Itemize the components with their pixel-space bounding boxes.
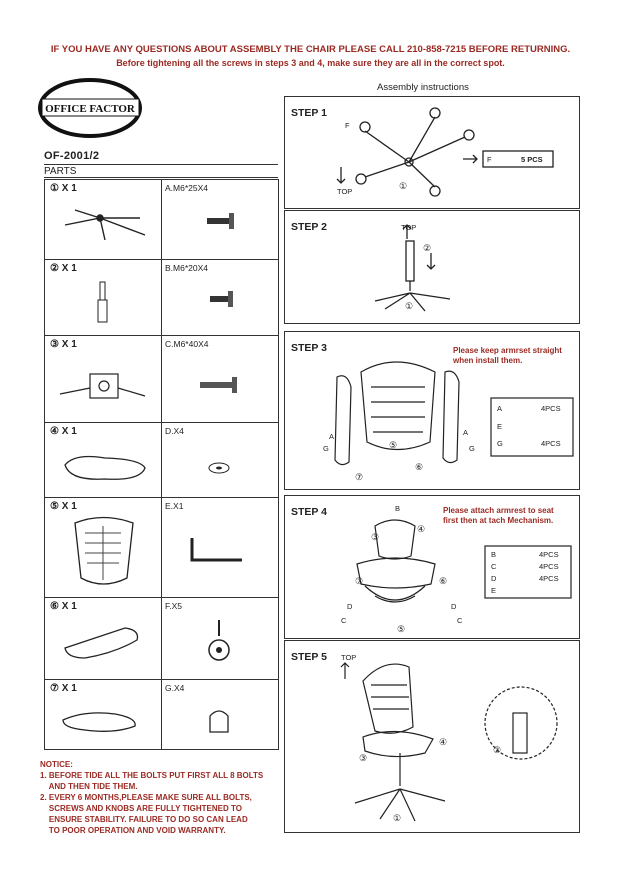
header-instruction: Before tightening all the screws in steps 3 and 4, make sure they are all in the correct spot. bbox=[116, 58, 505, 68]
part-label: ④ X 1 bbox=[50, 426, 77, 437]
legend-qty: 4PCS bbox=[539, 574, 559, 583]
part-label: D.X4 bbox=[165, 426, 184, 436]
parts-table bbox=[44, 179, 279, 750]
assembly-title: Assembly instructions bbox=[377, 82, 469, 93]
side-label: G bbox=[323, 444, 329, 453]
note-line: first then at tach Mechanism. bbox=[443, 516, 554, 525]
marker-1: ① bbox=[393, 813, 402, 823]
side-label: B bbox=[395, 504, 401, 513]
marker-7: ⑦ bbox=[355, 576, 364, 586]
part-cell-mechanism bbox=[45, 336, 162, 423]
part-label: ③ X 1 bbox=[50, 339, 77, 350]
side-label: A bbox=[329, 432, 335, 441]
step-title: STEP 3 bbox=[291, 342, 327, 354]
legend-key: B bbox=[491, 550, 497, 559]
backrest-icon bbox=[45, 498, 162, 598]
label-f: F bbox=[345, 121, 350, 130]
notice-line: AND THEN TIDE THEM. bbox=[40, 782, 138, 791]
part-cell-washer bbox=[162, 423, 279, 498]
note-line: when install them. bbox=[453, 356, 523, 365]
side-label: D bbox=[451, 602, 457, 611]
note-line: Please attach armrest to seat bbox=[443, 506, 554, 515]
armrest-backrest-diagram bbox=[285, 332, 579, 489]
part-label: ① X 1 bbox=[50, 183, 77, 194]
part-cell-bolt-b bbox=[162, 260, 279, 336]
notice-line: ENSURE STABILITY. FAILURE TO DO SO CAN LEAD bbox=[40, 815, 248, 824]
marker-2: ② bbox=[423, 243, 432, 253]
step-title: STEP 4 bbox=[291, 506, 327, 518]
notice-title: NOTICE: bbox=[40, 760, 73, 769]
legend-key: D bbox=[491, 574, 497, 583]
step-3-panel bbox=[284, 331, 580, 490]
side-label: C bbox=[341, 616, 347, 625]
legend-key: A bbox=[497, 404, 503, 413]
allen-key-icon bbox=[162, 498, 279, 598]
legend-key: E bbox=[497, 422, 503, 431]
marker-3: ③ bbox=[359, 753, 368, 763]
step-title: STEP 1 bbox=[291, 107, 327, 119]
legend-qty: 4PCS bbox=[541, 439, 561, 448]
seat-icon bbox=[45, 423, 162, 498]
mechanism-icon bbox=[45, 336, 162, 423]
caster-icon bbox=[162, 598, 279, 680]
header-warning: IF YOU HAVE ANY QUESTIONS ABOUT ASSEMBLY THE CHAIR PLEASE CALL 210-858-7215 BEFORE RETURNING. bbox=[50, 44, 571, 55]
label-top: TOP bbox=[401, 223, 417, 232]
side-label: A bbox=[463, 428, 469, 437]
note-line: Please keep armrset straight bbox=[453, 346, 562, 355]
divider bbox=[44, 177, 278, 178]
marker-5: ⑤ bbox=[389, 440, 398, 450]
step-5-panel bbox=[284, 640, 580, 833]
gas-lift-diagram bbox=[285, 211, 579, 323]
notice-line: 1. BEFORE TIDE ALL THE BOLTS PUT FIRST ALL 8 BOLTS bbox=[40, 771, 264, 780]
part-label: F.X5 bbox=[165, 601, 183, 611]
legend-qty: 4PCS bbox=[539, 562, 559, 571]
bolt-icon bbox=[162, 180, 279, 260]
label-top: TOP bbox=[337, 187, 353, 196]
side-label: D bbox=[347, 602, 353, 611]
bolt-icon bbox=[162, 260, 279, 336]
part-label: ⑤ X 1 bbox=[50, 501, 77, 512]
part-label: E.X1 bbox=[165, 501, 184, 511]
part-label: A.M6*25X4 bbox=[165, 183, 208, 193]
step-title: STEP 2 bbox=[291, 221, 327, 233]
marker-3: ③ bbox=[371, 532, 380, 542]
part-cell-armrest-right bbox=[45, 598, 162, 680]
model-number: OF-2001/2 bbox=[44, 150, 100, 162]
part-cell-caster bbox=[162, 598, 279, 680]
washer-icon bbox=[162, 423, 279, 498]
marker-1: ① bbox=[405, 301, 414, 311]
part-cell-backrest bbox=[45, 498, 162, 598]
step-title: STEP 5 bbox=[291, 651, 327, 663]
step-2-panel bbox=[284, 210, 580, 324]
base-icon bbox=[45, 180, 162, 260]
side-label: C bbox=[457, 616, 463, 625]
base-assembly-diagram bbox=[285, 97, 579, 208]
part-cell-base bbox=[45, 180, 162, 260]
part-cell-allen-key bbox=[162, 498, 279, 598]
part-cell-bolt-c bbox=[162, 336, 279, 423]
notice-line: TO POOR OPERATION AND VOID WARRANTY. bbox=[40, 826, 226, 835]
notice-block bbox=[40, 759, 280, 836]
part-label: ⑥ X 1 bbox=[50, 601, 77, 612]
legend-key: G bbox=[497, 439, 503, 448]
marker-6: ⑥ bbox=[439, 576, 448, 586]
parts-title: PARTS bbox=[44, 166, 77, 177]
notice-line: SCREWS AND KNOBS ARE FULLY TIGHTENED TO bbox=[40, 804, 242, 813]
part-cell-seat bbox=[45, 423, 162, 498]
part-label: G.X4 bbox=[165, 683, 185, 693]
office-factor-logo bbox=[38, 78, 143, 138]
armrest-icon bbox=[45, 598, 162, 680]
gas-lift-icon bbox=[45, 260, 162, 336]
caster-count: 5 PCS bbox=[521, 155, 543, 164]
notice-line: 2. EVERY 6 MONTHS,PLEASE MAKE SURE ALL BOLTS, bbox=[40, 793, 252, 802]
label-f: F bbox=[487, 155, 492, 164]
part-label: B.M6*20X4 bbox=[165, 263, 208, 273]
marker-7: ⑦ bbox=[355, 472, 364, 482]
marker-5: ⑤ bbox=[397, 624, 406, 634]
part-label: C.M6*40X4 bbox=[165, 339, 209, 349]
marker-4: ④ bbox=[417, 524, 426, 534]
divider bbox=[44, 164, 278, 165]
part-cell-bolt-a bbox=[162, 180, 279, 260]
legend-qty: 4PCS bbox=[539, 550, 559, 559]
legend-key: E bbox=[491, 586, 497, 595]
seat-mechanism-diagram bbox=[285, 496, 579, 638]
marker-4: ④ bbox=[439, 737, 448, 747]
step-4-panel bbox=[284, 495, 580, 639]
marker-1: ① bbox=[399, 181, 408, 191]
armrest-icon bbox=[45, 680, 162, 750]
part-label: ② X 1 bbox=[50, 263, 77, 274]
step-1-panel bbox=[284, 96, 580, 209]
label-top: TOP bbox=[341, 653, 357, 662]
marker-6: ⑥ bbox=[415, 462, 424, 472]
legend-key: C bbox=[491, 562, 497, 571]
bolt-icon bbox=[162, 336, 279, 423]
part-cell-armrest-left bbox=[45, 680, 162, 750]
logo-text: OFFICE FACTOR bbox=[45, 103, 135, 115]
cap-icon bbox=[162, 680, 279, 750]
part-cell-cap bbox=[162, 680, 279, 750]
part-label: ⑦ X 1 bbox=[50, 683, 77, 694]
side-label: G bbox=[469, 444, 475, 453]
part-cell-gas-lift bbox=[45, 260, 162, 336]
legend-qty: 4PCS bbox=[541, 404, 561, 413]
marker-2: ② bbox=[493, 745, 502, 755]
final-assembly-diagram bbox=[285, 641, 579, 832]
